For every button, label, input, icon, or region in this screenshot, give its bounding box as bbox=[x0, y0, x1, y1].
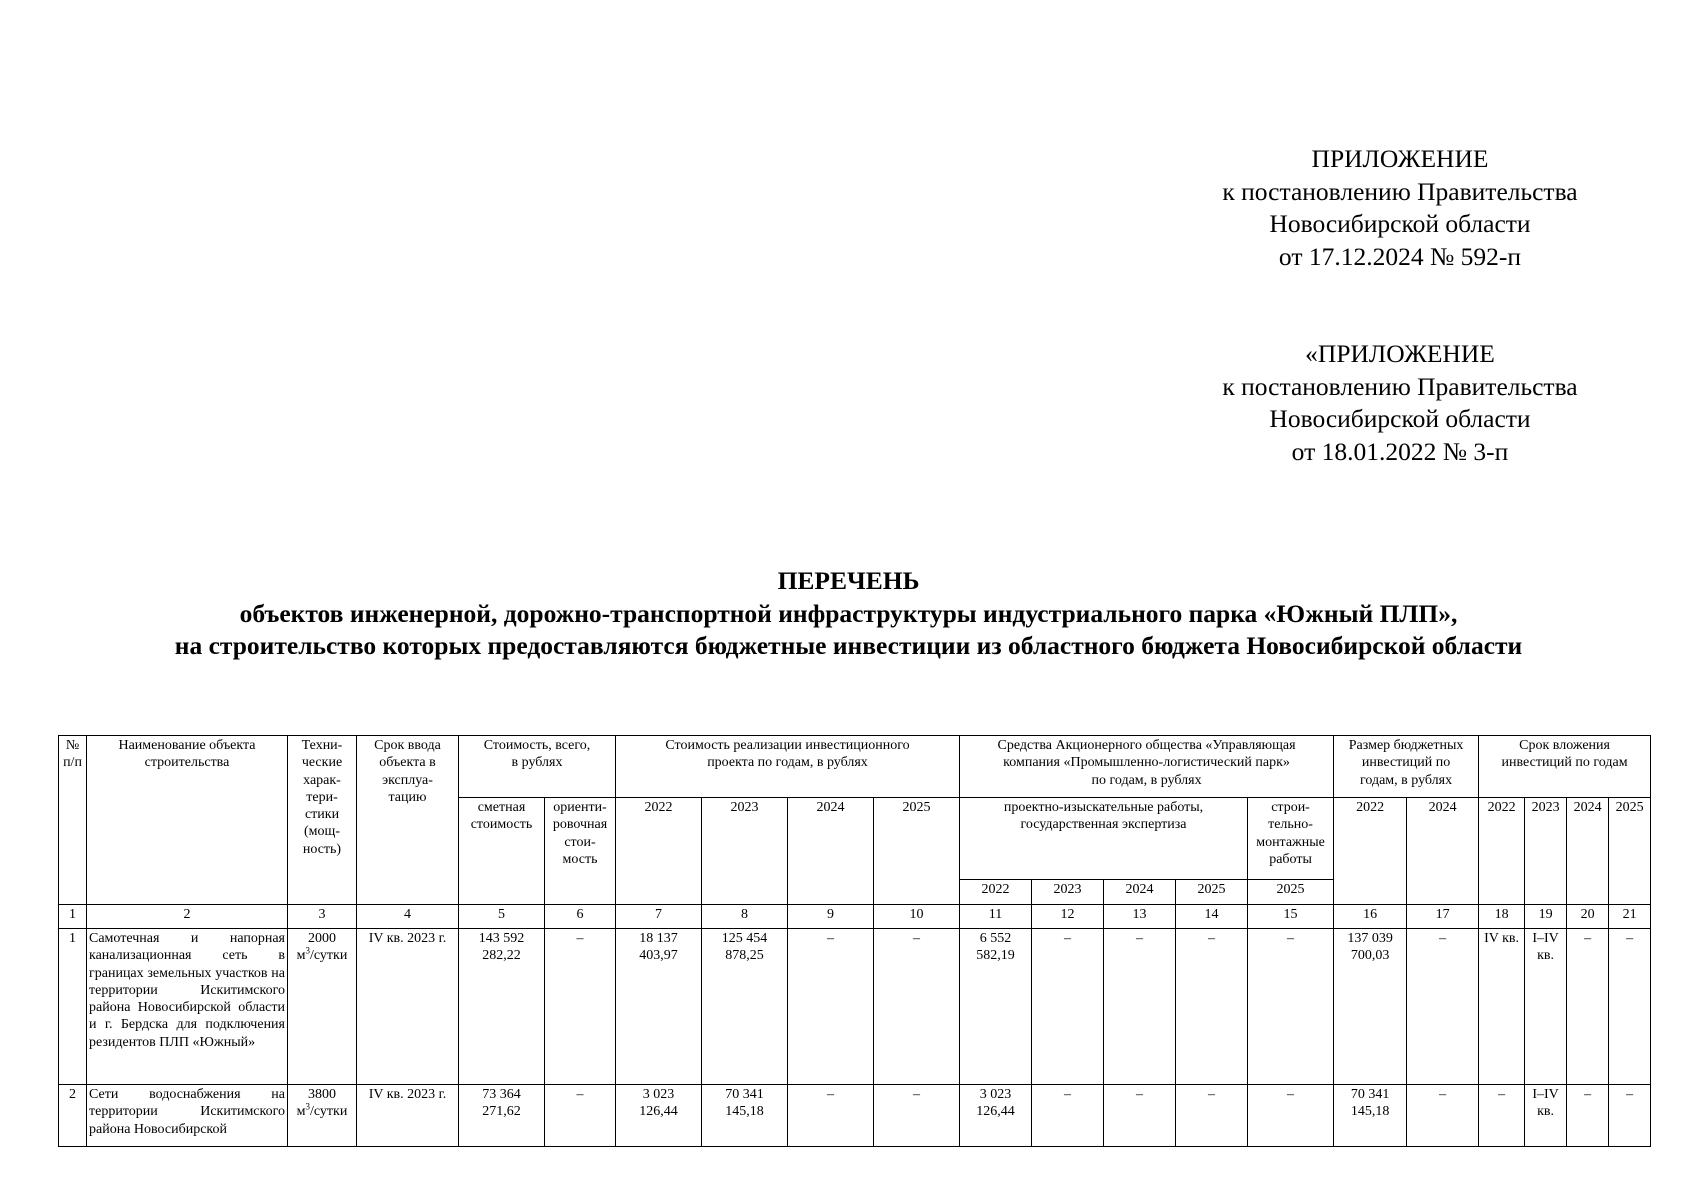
table-row bbox=[59, 1085, 1651, 1147]
header-impl-year: 2022 bbox=[616, 798, 702, 905]
header-estimated-cost: сметная стоимость bbox=[459, 798, 545, 905]
survey-cost-2025: – bbox=[1176, 929, 1248, 1085]
appendix-header-current bbox=[1150, 143, 1650, 273]
object-name: Сети водоснабжения на территории Искитимского района Новосибирской bbox=[87, 1085, 288, 1147]
impl-cost-2022: 18 137 403,97 bbox=[616, 929, 702, 1085]
term-2022: – bbox=[1479, 1085, 1525, 1147]
header-impl-year: 2025 bbox=[874, 798, 960, 905]
technical-capacity: 3800 $м^3$/сутки bbox=[288, 1085, 357, 1147]
header-survey-works: проектно-изыскательные работы, государственная экспертиза bbox=[960, 798, 1248, 880]
appendix-label: ПРИЛОЖЕНИЕ bbox=[1311, 144, 1489, 173]
term-2025: – bbox=[1609, 1085, 1651, 1147]
column-number: 9 bbox=[788, 905, 874, 929]
appendix-region-line: Новосибирской области bbox=[1269, 404, 1531, 433]
header-total-cost: Стоимость, всего, в рублях bbox=[459, 736, 616, 798]
document-title bbox=[0, 565, 1697, 663]
column-number: 19 bbox=[1525, 905, 1567, 929]
estimated-cost: 143 592 282,22 bbox=[459, 929, 545, 1085]
construction-cost-2025: – bbox=[1248, 1085, 1334, 1147]
column-number: 18 bbox=[1479, 905, 1525, 929]
appendix-date-line: от 17.12.2024 № 592-п bbox=[1278, 241, 1522, 271]
impl-cost-2024: – bbox=[788, 1085, 874, 1147]
header-object-name: Наименование объекта строительства bbox=[87, 736, 288, 905]
commissioning-date: IV кв. 2023 г. bbox=[357, 1085, 459, 1147]
term-2022: IV кв. bbox=[1479, 929, 1525, 1085]
header-impl-year: 2024 bbox=[788, 798, 874, 905]
survey-cost-2023: – bbox=[1032, 929, 1104, 1085]
header-term-year: 2024 bbox=[1567, 798, 1609, 905]
term-2025: – bbox=[1609, 929, 1651, 1085]
impl-cost-2023: 70 341 145,18 bbox=[702, 1085, 788, 1147]
objects-table bbox=[58, 735, 1651, 1147]
header-implementation-cost: Стоимость реализации инвестиционного проекта по годам, в рублях bbox=[616, 736, 960, 798]
header-term-year: 2023 bbox=[1525, 798, 1567, 905]
column-number: 2 bbox=[87, 905, 288, 929]
appendix-header-original bbox=[1150, 338, 1650, 468]
appendix-region-line: Новосибирской области bbox=[1269, 209, 1531, 238]
header-term-year: 2022 bbox=[1479, 798, 1525, 905]
table-row bbox=[59, 929, 1651, 1085]
header-construction-year: 2025 bbox=[1248, 880, 1334, 905]
header-investment-term: Срок вложения инвестиций по годам bbox=[1479, 736, 1651, 798]
header-row-1 bbox=[59, 736, 1651, 798]
survey-cost-2024: – bbox=[1104, 1085, 1176, 1147]
budget-2022: 70 341 145,18 bbox=[1334, 1085, 1407, 1147]
column-number: 3 bbox=[288, 905, 357, 929]
title-subline-2: на строительство которых предоставляются бюджетные инвестиции из областного бюджета Новосибирской области bbox=[174, 631, 1523, 660]
budget-2024: – bbox=[1407, 929, 1479, 1085]
column-number: 21 bbox=[1609, 905, 1651, 929]
header-jsc-funds: Средства Акционерного общества «Управляющая компания «Промышленно-логистический парк» по годам, в рублях bbox=[960, 736, 1334, 798]
header-commissioning-date: Срок ввода объекта в эксплуа- тацию bbox=[357, 736, 459, 905]
survey-cost-2022: 6 552 582,19 bbox=[960, 929, 1032, 1085]
column-number: 16 bbox=[1334, 905, 1407, 929]
construction-cost-2025: – bbox=[1248, 929, 1334, 1085]
header-survey-year: 2022 bbox=[960, 880, 1032, 905]
technical-capacity: 2000 $м^3$/сутки bbox=[288, 929, 357, 1085]
column-number: 12 bbox=[1032, 905, 1104, 929]
impl-cost-2022: 3 023 126,44 bbox=[616, 1085, 702, 1147]
column-number: 13 bbox=[1104, 905, 1176, 929]
header-survey-year: 2024 bbox=[1104, 880, 1176, 905]
column-number: 6 bbox=[545, 905, 616, 929]
column-number: 5 bbox=[459, 905, 545, 929]
header-survey-year: 2025 bbox=[1176, 880, 1248, 905]
header-impl-year: 2023 bbox=[702, 798, 788, 905]
appendix-ref-line: к постановлению Правительства bbox=[1222, 176, 1578, 206]
column-number: 14 bbox=[1176, 905, 1248, 929]
impl-cost-2025: – bbox=[874, 1085, 960, 1147]
row-number: 2 bbox=[59, 1085, 87, 1147]
appendix-date-line: от 18.01.2022 № 3-п bbox=[1291, 436, 1509, 466]
header-budget-year: 2024 bbox=[1407, 798, 1479, 905]
survey-cost-2023: – bbox=[1032, 1085, 1104, 1147]
term-2024: – bbox=[1567, 1085, 1609, 1147]
object-name: Самотечная и напорная канализационная сеть в границах земельных участков на территории Искитимского района Новосибирской области и г. Бердска для подключения резидентов ПЛП «Южный» bbox=[87, 929, 288, 1085]
approximate-cost: – bbox=[545, 1085, 616, 1147]
term-2023: I–IV кв. bbox=[1525, 1085, 1567, 1147]
header-term-year: 2025 bbox=[1609, 798, 1651, 905]
row-number: 1 bbox=[59, 929, 87, 1085]
appendix-label: «ПРИЛОЖЕНИЕ bbox=[1305, 339, 1495, 368]
budget-2024: – bbox=[1407, 1085, 1479, 1147]
impl-cost-2023: 125 454 878,25 bbox=[702, 929, 788, 1085]
commissioning-date: IV кв. 2023 г. bbox=[357, 929, 459, 1085]
column-number: 17 bbox=[1407, 905, 1479, 929]
estimated-cost: 73 364 271,62 bbox=[459, 1085, 545, 1147]
term-2023: I–IV кв. bbox=[1525, 929, 1567, 1085]
column-number: 20 bbox=[1567, 905, 1609, 929]
header-construction-works: строи- тельно- монтажные работы bbox=[1248, 798, 1334, 880]
appendix-ref-line: к постановлению Правительства bbox=[1222, 371, 1578, 401]
column-number: 4 bbox=[357, 905, 459, 929]
header-technical-characteristics: Техни- ческие харак- тери- стики (мощ- ность) bbox=[288, 736, 357, 905]
column-number: 1 bbox=[59, 905, 87, 929]
title-heading: ПЕРЕЧЕНЬ bbox=[777, 566, 920, 595]
header-budget-year: 2022 bbox=[1334, 798, 1407, 905]
column-number: 8 bbox=[702, 905, 788, 929]
header-survey-year: 2023 bbox=[1032, 880, 1104, 905]
header-approximate-cost: ориенти- ровочная стои- мость bbox=[545, 798, 616, 905]
survey-cost-2022: 3 023 126,44 bbox=[960, 1085, 1032, 1147]
budget-2022: 137 039 700,03 bbox=[1334, 929, 1407, 1085]
survey-cost-2024: – bbox=[1104, 929, 1176, 1085]
column-number: 15 bbox=[1248, 905, 1334, 929]
approximate-cost: – bbox=[545, 929, 616, 1085]
impl-cost-2025: – bbox=[874, 929, 960, 1085]
column-number: 11 bbox=[960, 905, 1032, 929]
title-subline-1: объектов инженерной, дорожно-транспортной инфраструктуры индустриального парка «Южный ПЛП», bbox=[239, 598, 1458, 628]
header-budget-investments: Размер бюджетных инвестиций по годам, в рублях bbox=[1334, 736, 1479, 798]
term-2024: – bbox=[1567, 929, 1609, 1085]
header-number: № п/п bbox=[59, 736, 87, 905]
column-number: 7 bbox=[616, 905, 702, 929]
column-numbers-row bbox=[59, 905, 1651, 929]
impl-cost-2024: – bbox=[788, 929, 874, 1085]
survey-cost-2025: – bbox=[1176, 1085, 1248, 1147]
column-number: 10 bbox=[874, 905, 960, 929]
